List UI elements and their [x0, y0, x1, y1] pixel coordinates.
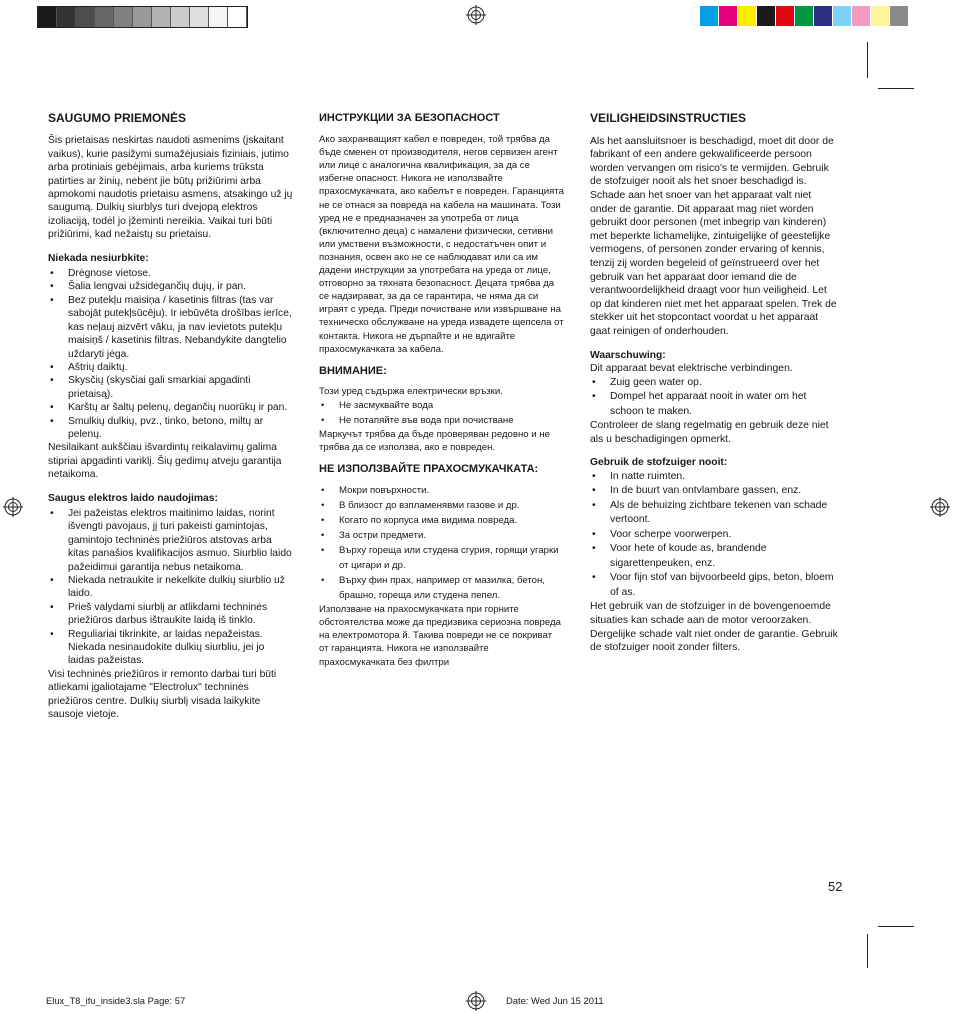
bullet-list [319, 398, 564, 428]
list-item: • Върху фин прах, например от мазилка, бетон, брашно, гореща или студена пепел. [339, 573, 564, 603]
color-swatch [95, 7, 114, 27]
process-color-bar [700, 6, 909, 26]
subheading: Waarschuwing: [590, 349, 666, 361]
section-title: ИНСТРУКЦИИ ЗА БЕЗОПАСНОСТ [319, 112, 500, 124]
list-item: • Drėgnose vietose. [68, 267, 293, 280]
color-swatch [757, 6, 776, 26]
color-swatch [114, 7, 133, 27]
list-item: • Jei pažeistas elektros maitinimo laidas, norint išvengti pavojaus, jį turi pakeisti gamintojas, gamintojo techninės priežiūros atstovas arba kitas panašios kvalifikacijos asmuo. Siurblio laido pažeidimui garantija nebus netaikoma. [68, 507, 293, 574]
section-title: SAUGUMO PRIEMONĖS [48, 111, 187, 125]
list-item: • Als de behuizing zichtbare tekenen van schade vertoont. [610, 499, 840, 528]
subheading: Gebruik de stofzuiger nooit: [590, 457, 728, 469]
bullet-list [48, 507, 293, 668]
color-swatch [852, 6, 871, 26]
intro-paragraph: Ако захранващият кабел е повреден, той трябва да бъде сменен от производителя, негов сервизен агент или лице с аналогична квалификация, за да се избегне опасност. Никога не използвайте прахосмукачката, ако кабелът е повреден. Гаранцията не се отнася за повреда на кабела на машината. Този уред не е предназначен за употреба от лица (включително деца) с намалени физически, сетивни или умствени възможности, с недостатъчен опит и познания, освен ако не се наблюдават или са им дадени инструкции за употребата на уреда от лице, отговорно за тяхната безопасност. Децата трябва да се надзирават, за да се гарантира, че няма да си играят с уреда. Преди почистване или извършване на техническо обслужване на уреда извадете щепсела от контакта. Никога не дърпайте и не вдигайте прахосмукачката за кабела. [319, 134, 564, 355]
color-swatch [152, 7, 171, 27]
color-swatch [776, 6, 795, 26]
subheading: ВНИМАНИЕ: [319, 364, 387, 377]
list-item: • Šalia lengvai užsidegančių dujų, ir pan. [68, 280, 293, 293]
warning-paragraph: Dit apparaat bevat elektrische verbindingen. [590, 363, 793, 375]
list-item: • In de buurt van ontvlambare gassen, enz. [610, 484, 840, 499]
color-swatch [133, 7, 152, 27]
warranty-paragraph: Използване на прахосмукачката при горните обстоятелства може да предизвика сериозна повреда на електромотора й. Такива повреди не се покриват от гаранцията. Никога не използвайте прахосмукачката без филтри [319, 604, 561, 668]
lithuanian-safety-column [48, 112, 293, 721]
footer-file-info: Elux_T8_ifu_inside3.sla Page: 57 [46, 995, 186, 1006]
bullet-list [590, 470, 840, 601]
list-item: • Voor hete of koude as, brandende sigarettenpeuken, enz. [610, 542, 840, 571]
registration-mark-icon [466, 5, 486, 25]
subheading: Niekada nesiurbkite: [48, 252, 149, 264]
list-item: • In natte ruimten. [610, 470, 840, 485]
list-item: • Zuig geen water op. [610, 376, 840, 391]
color-swatch [57, 7, 76, 27]
color-swatch [209, 7, 228, 27]
color-swatch [738, 6, 757, 26]
bullet-list [590, 376, 840, 420]
subheading: Saugus elektros laido naudojimas: [48, 492, 218, 504]
intro-paragraph: Als het aansluitsnoer is beschadigd, moet dit door de fabrikant of een andere gekwalificeerde persoon worden vervangen om risico's te vermijden. Gebruik de stofzuiger nooit als het snoer beschadigd is. Schade aan het snoer van het apparaat valt niet onder de garantie. Dit apparaat mag niet worden gebruikt door personen (met inbegrip van kinderen) met beperkte lichamelijke, zintuigelijke of geestelijke vermogens, of personen zonder ervaring of kennis, tenzij zij worden begeleid of geïnstrueerd over het gebruik van het apparaat door iemand die de verantwoordelijkheid draagt voor hun veiligheid. Let op dat kinderen niet met het apparaat spelen. Trek de stekker uit het stopcontact voordat u het apparaat gaat reinigen of onderhouden. [590, 135, 837, 337]
list-item: • Не засмуквайте вода [339, 398, 564, 413]
list-item: • В близост до взпламенявми газове и др. [339, 498, 564, 513]
hose-paragraph: Маркучът трябва да бъде проверяван редовно и не трябва да се използва, ако е повреден. [319, 428, 550, 453]
bullet-list [319, 483, 564, 603]
color-swatch [814, 6, 833, 26]
warning-paragraph: Този уред съдържа електрически връзки. [319, 385, 503, 397]
crop-mark [878, 88, 914, 89]
warranty-paragraph: Nesilaikant aukščiau išvardintų reikalavimų galima stipriai apgadinti variklį. Šių gedimų atveju garantija netaikoma. [48, 442, 282, 481]
color-swatch [871, 6, 890, 26]
warranty-paragraph: Het gebruik van de stofzuiger in de bovengenoemde situaties kan schade aan de motor veroorzaken. Dergelijke schade valt niet onder de garantie. Gebruik de stofzuiger nooit zonder filters. [590, 601, 838, 654]
color-swatch [833, 6, 852, 26]
color-swatch [190, 7, 209, 27]
list-item: • Dompel het apparaat nooit in water om het schoon te maken. [610, 390, 840, 419]
list-item: • Bez putekļu maisiņa / kasetinis filtras (tas var sabojāt putekļsūcēju). Ir iebūvēta drošības ierīce, kas neļauj aizvērt vāku, ja nav ievietots putekļu maisiņš / kasetinis filtras. Nebandykite dangtelio uždaryti jėga. [68, 294, 293, 361]
list-item: • Reguliariai tikrinkite, ar laidas nepažeistas. Niekada nesinaudokite dulkių siurbliu, jei jo laidas pažeistas. [68, 628, 293, 668]
list-item: • Aštrių daiktų. [68, 361, 293, 374]
list-item: • Prieš valydami siurblį ar atlikdami techninės priežiūros darbus ištraukite laidą iš tinklo. [68, 601, 293, 628]
footer-date: Date: Wed Jun 15 2011 [506, 995, 604, 1006]
list-item: • Voor scherpe voorwerpen. [610, 528, 840, 543]
registration-mark-icon [930, 497, 950, 517]
list-item: • Мокри повърхности. [339, 483, 564, 498]
color-swatch [795, 6, 814, 26]
intro-paragraph: Šis prietaisas neskirtas naudoti asmenims (įskaitant vaikus), kurie pasižymi sumažėjusiais fiziniais, jutimo arba protiniais gebėjimais, arba kuriems trūksta patirties ar žinių, nebent jie būtų prižiūrimi arba apmokomi naudotis prietaisu asmens, atsakingo už jų saugumą. Dulkių siurblys turi dvejopą elektros izoliaciją, todėl jo įžeminti nereikia. Vaikai turi būti prižiūrimi, kad nežaistų su prietaisu. [48, 135, 293, 241]
list-item: • Niekada netraukite ir nekelkite dulkių siurblio už laido. [68, 574, 293, 601]
list-item: • Voor fijn stof van bijvoorbeeld gips, beton, bloem of as. [610, 571, 840, 600]
service-paragraph: Visi techninės priežiūros ir remonto darbai turi būti atliekami įgaliotajame "Electrolux" techninės priežiūros centre. Dulkių siurblį visada laikykite sausoje vietoje. [48, 668, 277, 721]
page-number: 52 [828, 879, 843, 894]
subheading: НЕ ИЗПОЛЗВАЙТЕ ПРАХОСМУКАЧКАТА: [319, 463, 539, 476]
color-swatch [719, 6, 738, 26]
list-item: • За остри предмети. [339, 528, 564, 543]
registration-mark-icon [3, 497, 23, 517]
hose-paragraph: Controleer de slang regelmatig en gebruik deze niet als u beschadigingen opmerkt. [590, 420, 829, 445]
list-item: • Върху гореща или студена сгурия, горящи угарки от цигари и др. [339, 543, 564, 573]
color-swatch [38, 7, 57, 27]
color-swatch [76, 7, 95, 27]
crop-mark [867, 42, 868, 78]
grayscale-color-bar [37, 6, 248, 28]
section-title: VEILIGHEIDSINSTRUCTIES [590, 111, 747, 125]
list-item: • Karštų ar šaltų pelenų, degančių nuorūkų ir pan. [68, 401, 293, 414]
color-swatch [700, 6, 719, 26]
list-item: • Когато по корпуса има видима повреда. [339, 513, 564, 528]
color-swatch [171, 7, 190, 27]
bulgarian-safety-column [319, 112, 564, 669]
list-item: • Skysčių (skysčiai gali smarkiai apgadinti prietaisą). [68, 374, 293, 401]
bullet-list [48, 267, 293, 441]
registration-mark-icon [466, 991, 486, 1011]
dutch-safety-column [590, 112, 840, 655]
crop-mark [867, 934, 868, 968]
list-item: • Не потапяйте във вода при почистване [339, 413, 564, 428]
color-swatch [228, 7, 247, 27]
color-swatch [890, 6, 909, 26]
list-item: • Smulkių dulkių, pvz., tinko, betono, miltų ar pelenų. [68, 415, 293, 442]
crop-mark [878, 926, 914, 927]
